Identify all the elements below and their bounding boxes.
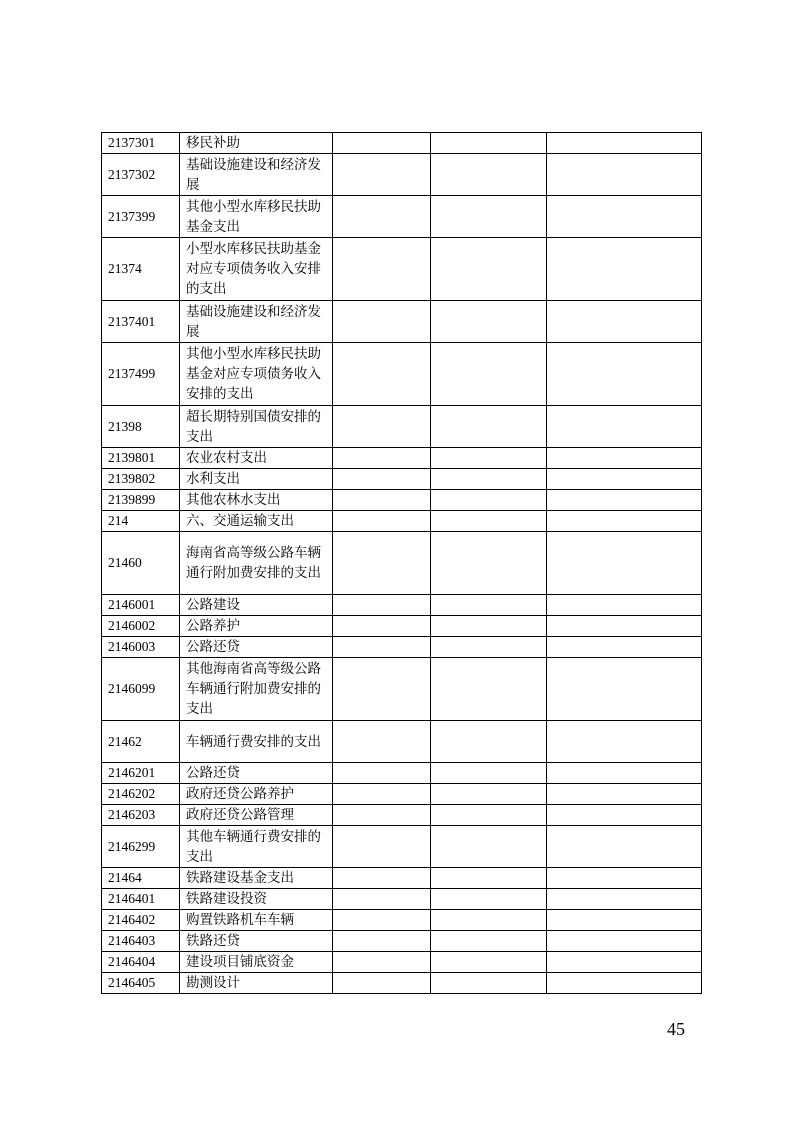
- item-code-cell: 2137302: [102, 154, 180, 196]
- amount-cell-3: [547, 973, 702, 994]
- table-row: [102, 931, 702, 952]
- table-row: [102, 721, 702, 763]
- amount-cell-2: [431, 868, 547, 889]
- table-row: [102, 532, 702, 595]
- item-name-cell: 公路还贷: [180, 763, 333, 784]
- item-name-cell: 其他农林水支出: [180, 490, 333, 511]
- item-name-cell: 铁路建设基金支出: [180, 868, 333, 889]
- amount-cell-3: [547, 889, 702, 910]
- amount-cell-1: [333, 343, 431, 406]
- amount-cell-3: [547, 490, 702, 511]
- amount-cell-1: [333, 406, 431, 448]
- item-name-cell: 其他小型水库移民扶助基金支出: [180, 196, 333, 238]
- item-name-cell: 勘测设计: [180, 973, 333, 994]
- amount-cell-2: [431, 931, 547, 952]
- amount-cell-1: [333, 784, 431, 805]
- item-code-cell: 2137401: [102, 301, 180, 343]
- amount-cell-2: [431, 952, 547, 973]
- amount-cell-2: [431, 301, 547, 343]
- table-row: [102, 889, 702, 910]
- item-name-cell: 车辆通行费安排的支出: [180, 721, 333, 763]
- amount-cell-3: [547, 658, 702, 721]
- amount-cell-2: [431, 238, 547, 301]
- table-row: [102, 952, 702, 973]
- item-name-cell: 其他海南省高等级公路车辆通行附加费安排的支出: [180, 658, 333, 721]
- amount-cell-2: [431, 448, 547, 469]
- amount-cell-3: [547, 931, 702, 952]
- item-name-cell: 购置铁路机车车辆: [180, 910, 333, 931]
- table-row: [102, 196, 702, 238]
- table-row: [102, 511, 702, 532]
- amount-cell-1: [333, 511, 431, 532]
- amount-cell-2: [431, 658, 547, 721]
- amount-cell-3: [547, 133, 702, 154]
- amount-cell-1: [333, 133, 431, 154]
- item-name-cell: 公路建设: [180, 595, 333, 616]
- table-row: [102, 154, 702, 196]
- item-code-cell: 2146203: [102, 805, 180, 826]
- amount-cell-3: [547, 448, 702, 469]
- item-code-cell: 2146402: [102, 910, 180, 931]
- item-name-cell: 铁路建设投资: [180, 889, 333, 910]
- table-row: [102, 595, 702, 616]
- item-code-cell: 21460: [102, 532, 180, 595]
- item-code-cell: 2139801: [102, 448, 180, 469]
- item-name-cell: 六、交通运输支出: [180, 511, 333, 532]
- item-name-cell: 超长期特别国债安排的支出: [180, 406, 333, 448]
- table-row: [102, 469, 702, 490]
- table-row: [102, 868, 702, 889]
- item-name-cell: 移民补助: [180, 133, 333, 154]
- item-name-cell: 铁路还贷: [180, 931, 333, 952]
- amount-cell-2: [431, 154, 547, 196]
- amount-cell-1: [333, 889, 431, 910]
- item-code-cell: 2137301: [102, 133, 180, 154]
- amount-cell-3: [547, 154, 702, 196]
- item-name-cell: 基础设施建设和经济发展: [180, 154, 333, 196]
- amount-cell-2: [431, 196, 547, 238]
- item-code-cell: 21398: [102, 406, 180, 448]
- amount-cell-2: [431, 721, 547, 763]
- amount-cell-1: [333, 448, 431, 469]
- amount-cell-2: [431, 889, 547, 910]
- amount-cell-3: [547, 238, 702, 301]
- amount-cell-2: [431, 532, 547, 595]
- item-name-cell: 水利支出: [180, 469, 333, 490]
- amount-cell-2: [431, 637, 547, 658]
- amount-cell-3: [547, 910, 702, 931]
- amount-cell-1: [333, 532, 431, 595]
- item-name-cell: 农业农村支出: [180, 448, 333, 469]
- amount-cell-3: [547, 595, 702, 616]
- amount-cell-2: [431, 595, 547, 616]
- amount-cell-3: [547, 511, 702, 532]
- amount-cell-3: [547, 721, 702, 763]
- amount-cell-3: [547, 805, 702, 826]
- item-name-cell: 海南省高等级公路车辆通行附加费安排的支出: [180, 532, 333, 595]
- table-row: [102, 238, 702, 301]
- amount-cell-1: [333, 154, 431, 196]
- budget-table: [101, 132, 702, 994]
- amount-cell-1: [333, 490, 431, 511]
- amount-cell-1: [333, 595, 431, 616]
- table-row: [102, 973, 702, 994]
- amount-cell-2: [431, 805, 547, 826]
- amount-cell-1: [333, 196, 431, 238]
- amount-cell-1: [333, 238, 431, 301]
- table-row: [102, 910, 702, 931]
- item-code-cell: 2146002: [102, 616, 180, 637]
- table-row: [102, 763, 702, 784]
- item-name-cell: 政府还贷公路管理: [180, 805, 333, 826]
- amount-cell-1: [333, 763, 431, 784]
- table-row: [102, 826, 702, 868]
- table-row: [102, 637, 702, 658]
- item-code-cell: 2139802: [102, 469, 180, 490]
- table-row: [102, 616, 702, 637]
- amount-cell-3: [547, 343, 702, 406]
- amount-cell-3: [547, 532, 702, 595]
- amount-cell-2: [431, 616, 547, 637]
- amount-cell-2: [431, 910, 547, 931]
- item-name-cell: 小型水库移民扶助基金对应专项债务收入安排的支出: [180, 238, 333, 301]
- amount-cell-2: [431, 826, 547, 868]
- item-code-cell: 2146404: [102, 952, 180, 973]
- amount-cell-2: [431, 490, 547, 511]
- amount-cell-1: [333, 910, 431, 931]
- amount-cell-3: [547, 637, 702, 658]
- table-row: [102, 343, 702, 406]
- amount-cell-1: [333, 658, 431, 721]
- item-name-cell: 其他车辆通行费安排的支出: [180, 826, 333, 868]
- amount-cell-3: [547, 826, 702, 868]
- item-code-cell: 2146299: [102, 826, 180, 868]
- item-code-cell: 21462: [102, 721, 180, 763]
- amount-cell-3: [547, 469, 702, 490]
- item-code-cell: 2146202: [102, 784, 180, 805]
- item-code-cell: 2146099: [102, 658, 180, 721]
- item-name-cell: 建设项目铺底资金: [180, 952, 333, 973]
- item-code-cell: 2146405: [102, 973, 180, 994]
- item-code-cell: 21464: [102, 868, 180, 889]
- item-name-cell: 基础设施建设和经济发展: [180, 301, 333, 343]
- item-name-cell: 政府还贷公路养护: [180, 784, 333, 805]
- item-code-cell: 2146201: [102, 763, 180, 784]
- amount-cell-1: [333, 637, 431, 658]
- table-row: [102, 406, 702, 448]
- amount-cell-1: [333, 952, 431, 973]
- page-number: 45: [667, 1019, 685, 1039]
- amount-cell-1: [333, 931, 431, 952]
- item-code-cell: 2137399: [102, 196, 180, 238]
- table-row: [102, 448, 702, 469]
- amount-cell-2: [431, 343, 547, 406]
- amount-cell-1: [333, 805, 431, 826]
- amount-cell-1: [333, 721, 431, 763]
- item-name-cell: 公路还贷: [180, 637, 333, 658]
- item-code-cell: 2139899: [102, 490, 180, 511]
- amount-cell-2: [431, 469, 547, 490]
- amount-cell-2: [431, 784, 547, 805]
- amount-cell-3: [547, 406, 702, 448]
- amount-cell-2: [431, 763, 547, 784]
- table-row: [102, 658, 702, 721]
- amount-cell-1: [333, 868, 431, 889]
- amount-cell-1: [333, 301, 431, 343]
- item-name-cell: 其他小型水库移民扶助基金对应专项债务收入安排的支出: [180, 343, 333, 406]
- amount-cell-1: [333, 826, 431, 868]
- amount-cell-3: [547, 301, 702, 343]
- item-code-cell: 2146001: [102, 595, 180, 616]
- amount-cell-1: [333, 973, 431, 994]
- table-row: [102, 805, 702, 826]
- amount-cell-1: [333, 469, 431, 490]
- amount-cell-2: [431, 973, 547, 994]
- amount-cell-2: [431, 511, 547, 532]
- amount-cell-3: [547, 784, 702, 805]
- amount-cell-3: [547, 763, 702, 784]
- item-code-cell: 2146403: [102, 931, 180, 952]
- amount-cell-3: [547, 868, 702, 889]
- table-row: [102, 784, 702, 805]
- amount-cell-3: [547, 616, 702, 637]
- amount-cell-1: [333, 616, 431, 637]
- table-row: [102, 301, 702, 343]
- amount-cell-2: [431, 133, 547, 154]
- table-row: [102, 490, 702, 511]
- item-name-cell: 公路养护: [180, 616, 333, 637]
- amount-cell-3: [547, 196, 702, 238]
- item-code-cell: 2146401: [102, 889, 180, 910]
- item-code-cell: 2146003: [102, 637, 180, 658]
- amount-cell-2: [431, 406, 547, 448]
- item-code-cell: 2137499: [102, 343, 180, 406]
- table-row: [102, 133, 702, 154]
- item-code-cell: 21374: [102, 238, 180, 301]
- item-code-cell: 214: [102, 511, 180, 532]
- amount-cell-3: [547, 952, 702, 973]
- table-body: [102, 133, 702, 994]
